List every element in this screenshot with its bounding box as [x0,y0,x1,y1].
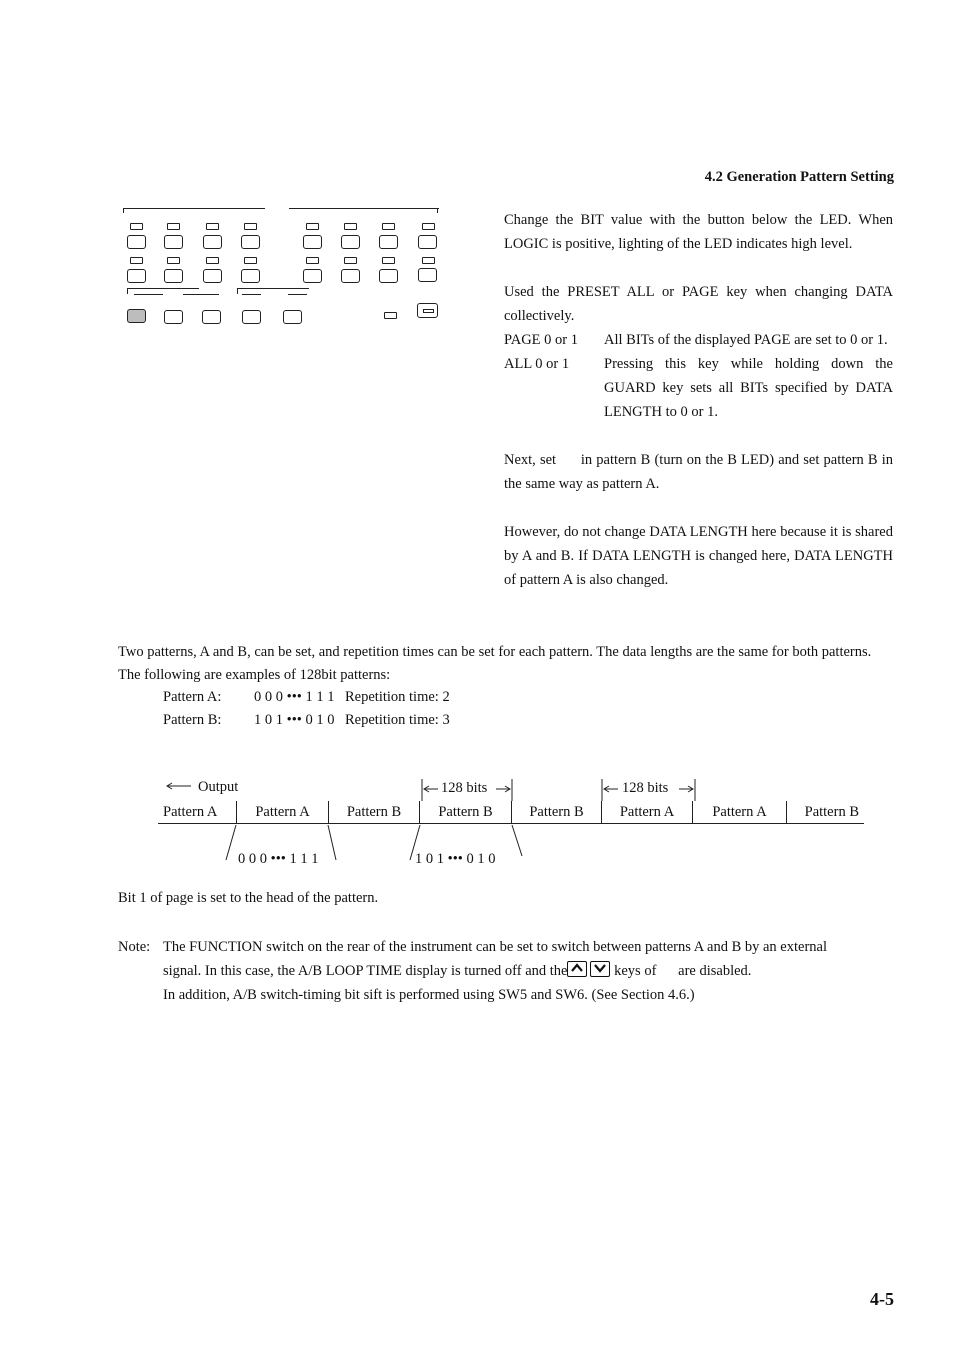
bit-led [206,223,219,230]
bit-led [167,257,180,264]
sequence-cell: Pattern A [237,801,329,823]
bit-key[interactable] [164,235,183,249]
sequence-cell: Pattern B [804,804,859,820]
definition-term: ALL 0 or 1 [504,356,570,372]
preset-description: Used the PRESET ALL or PAGE key when changing DATA collectively. [504,284,893,324]
bit-led [344,257,357,264]
bits-length-label: 128 bits [622,780,669,796]
note-line [163,959,894,983]
minus-key[interactable] [417,303,438,318]
definition-list [504,328,893,424]
bit-key[interactable] [203,235,222,249]
expand-line [328,825,336,860]
bit-key[interactable] [127,235,146,249]
bit-led [382,257,395,264]
note-text: signal. In this case, the A/B LOOP TIME display is turned off and the [163,963,568,979]
sequence-cell: Pattern A [602,801,693,823]
bit-led [167,223,180,230]
up-key-icon [567,961,587,977]
sequence-cell: Pattern A [693,801,787,823]
minus-icon [423,309,434,313]
data-length-warning: However, do not change DATA LENGTH here because it is shared by A and B. If DATA LENGTH is changed here, DATA LENGTH of pattern A is also changed. [504,524,893,588]
intro-paragraph: Two patterns, A and B, can be set, and repetition times can be set for each pattern. The data lengths are the same for both patterns. [118,644,872,660]
examples-title: The following are examples of 128bit patterns: [118,667,391,683]
function-key[interactable] [283,310,302,324]
pattern-bits: 1 0 1 ••• 0 1 0 [254,712,335,728]
bit-led [244,257,257,264]
definition-desc: Pressing this key while holding down the GUARD key sets all BITs specified by DATA LENGTH to 0 or 1. [604,356,893,420]
group-line [288,294,307,295]
note-block [118,935,894,1007]
group-line [289,208,439,209]
note-label: Note: [118,939,151,955]
pattern-b-bits: 1 0 1 ••• 0 1 0 [415,851,496,867]
bit-key[interactable] [303,235,322,249]
bit-key[interactable] [341,235,360,249]
pattern-a-bits: 0 0 0 ••• 1 1 1 [238,851,319,867]
bit-key[interactable] [164,269,183,283]
right-column [504,208,897,592]
bit-key[interactable] [203,269,222,283]
down-key-icon [590,961,610,977]
note-line: The FUNCTION switch on the rear of the instrument can be set to switch between patterns A and B by an external [163,939,828,955]
function-key[interactable] [202,310,221,324]
group-line [127,288,199,289]
pattern-sequence [158,801,864,824]
bit-head-note: Bit 1 of page is set to the head of the pattern. [118,890,379,906]
led-description: Change the BIT value with the button below the LED. When LOGIC is positive, lighting of the LED indicates high level. [504,212,893,252]
sequence-cell: Pattern B [329,801,420,823]
bit-key[interactable] [418,268,437,282]
group-tick [237,288,238,294]
body-text [118,641,894,731]
note-text: keys of are disabled. [610,963,752,979]
definition-row [504,352,893,424]
definition-desc: All BITs of the displayed PAGE are set to 0 or 1. [604,332,888,348]
group-tick [123,208,124,213]
definition-term: PAGE 0 or 1 [504,332,578,348]
bit-led [306,223,319,230]
bit-led [130,223,143,230]
pattern-bits: 0 0 0 ••• 1 1 1 [254,689,335,705]
expand-line [226,825,236,860]
bit-key[interactable] [303,269,322,283]
bit-led [206,257,219,264]
bit-key[interactable] [341,269,360,283]
section-title: 4.2 Generation Pattern Setting [704,169,894,185]
bit-led [306,257,319,264]
bit-key[interactable] [379,269,398,283]
bit-led [130,257,143,264]
group-line [134,294,163,295]
group-tick [127,288,128,294]
group-tick [437,208,438,213]
bit-led [344,223,357,230]
bit-key[interactable] [379,235,398,249]
pattern-sequence-diagram [158,776,868,876]
note-body [163,935,894,1007]
note-line: In addition, A/B switch-timing bit sift is performed using SW5 and SW6. (See Section 4.6.) [163,987,695,1003]
bit-key[interactable] [418,235,437,249]
bits-length-label: 128 bits [441,780,488,796]
bit-led [422,223,435,230]
bit-led [244,223,257,230]
expand-line [512,825,522,856]
pattern-example [118,686,894,708]
function-key[interactable] [164,310,183,324]
status-led [384,312,397,319]
bit-led [382,223,395,230]
group-line [242,294,261,295]
sequence-cell: Pattern B [512,801,602,823]
output-label: Output [198,779,239,795]
bit-key[interactable] [127,269,146,283]
group-line [237,288,309,289]
definition-row [504,328,893,352]
function-key[interactable] [242,310,261,324]
page-key[interactable] [127,309,146,323]
pattern-b-instruction: Next, set in pattern B (turn on the B LED) and set pattern B in the same way as pattern A. [504,452,897,492]
group-line [123,208,265,209]
page-number: 4-5 [870,1289,894,1309]
bit-key[interactable] [241,269,260,283]
bit-led [422,257,435,264]
pattern-label: Pattern B: [163,712,222,728]
bit-key[interactable] [241,235,260,249]
pattern-label: Pattern A: [163,689,222,705]
pattern-repetition: Repetition time: 2 [345,689,450,705]
sequence-cell: Pattern B [420,801,512,823]
pattern-repetition: Repetition time: 3 [345,712,450,728]
group-line [183,294,219,295]
sequence-cell: Pattern A [158,801,237,823]
bit-panel-illustration [118,208,448,338]
pattern-example [118,709,894,731]
